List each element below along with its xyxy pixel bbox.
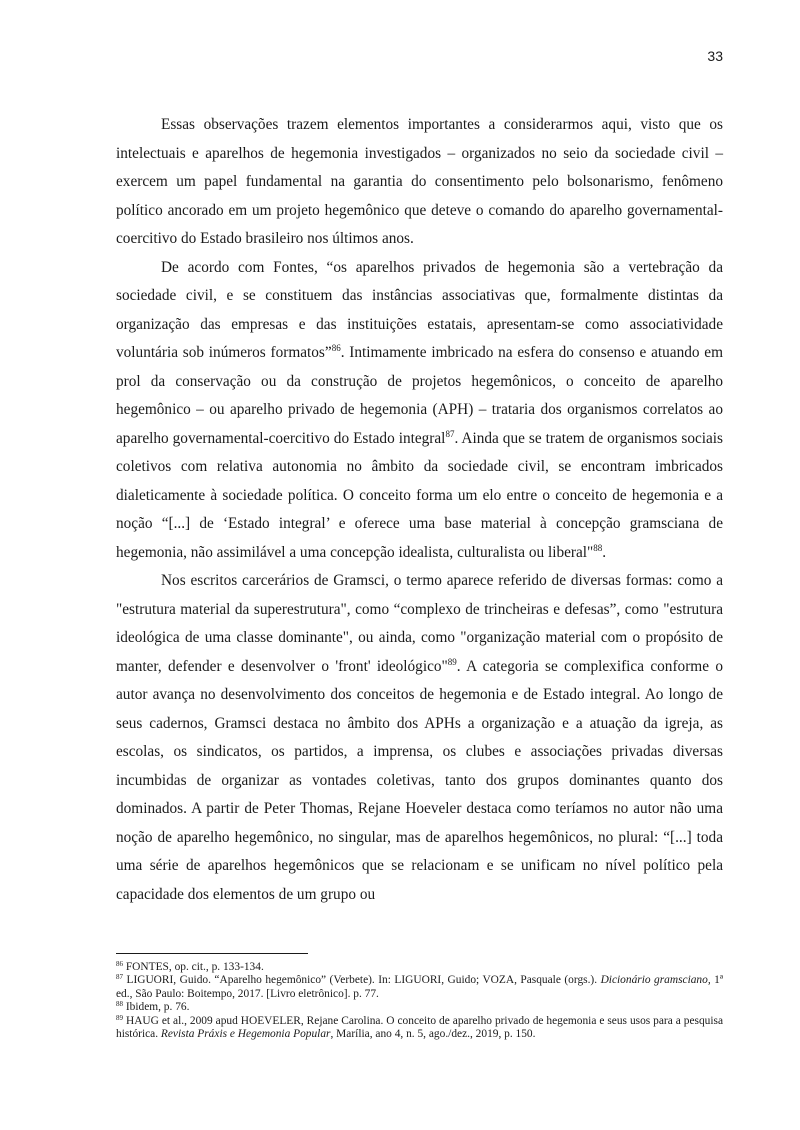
footnote-number: 88 <box>116 1000 123 1009</box>
paragraph-text: . A categoria se complexifica conforme o autor avança no desenvolvimento dos conceitos de hegemonia e de Estado integral. Ao longo de seus cadernos, Gramsci destaca no âmbito dos APHs a organização e a atuação da igreja, as escolas, os sindicatos, os partidos, a imprensa, os clubes e associações privadas diversas incumbidas de organizar as vontades coletivas, tanto dos grupos dominantes quanto dos dominados. A partir de Peter Thomas, Rejane Hoeveler destaca como teríamos no autor não uma noção de aparelho hegemônico, no singular, mas de aparelhos hegemônicos, no plural: “[...] toda uma série de aparelhos hegemônicos que se relacionam e se unificam no nível político pela capacidade dos elementos de um grupo ou <box>116 657 723 903</box>
paragraph <box>116 254 723 568</box>
footnote-text: 1ª ed., São Paulo: Boitempo, 2017. [Livro eletrônico]. p. 77. <box>116 974 723 1000</box>
footnote <box>116 974 723 1001</box>
footnote-reference: 89 <box>447 656 457 667</box>
footnote-number: 89 <box>116 1013 123 1022</box>
page-number: 33 <box>707 48 723 64</box>
body-text <box>116 111 723 909</box>
footnote <box>116 961 723 974</box>
footnote-text: HAUG et al., 2009 apud HOEVELER, Rejane Carolina. O conceito de aparelho privado de hegemonia e seus usos para a pesquisa histórica. <box>116 1014 723 1041</box>
paragraph-text: Nos escritos carcerários de Gramsci, o termo aparece referido de diversas formas: como a "estrutura material da superestrutura", como “complexo de trincheiras e defesas”, como "estrutura ideológica de uma classe dominante", ou ainda, como "organização material com o propósito de manter, defender e desenvolver o 'front' ideológico" <box>116 572 723 675</box>
footnote-text: FONTES, op. cit., p. 133-134. <box>123 961 264 973</box>
footnote-text: LIGUORI, Guido. “Aparelho hegemônico” (Verbete). In: LIGUORI, Guido; VOZA, Pasquale (orgs.). <box>123 974 601 987</box>
paragraph <box>116 111 723 254</box>
footnote-reference: 87 <box>445 428 455 439</box>
footnote-separator <box>116 953 308 954</box>
paragraph-text: . Intimamente imbricado na esfera do consenso e atuando em prol da conservação ou da construção de projetos hegemônicos, o conceito de aparelho hegemônico – ou aparelho privado de hegemonia (APH) – trataria dos organismos correlatos ao aparelho governamental-coercitivo do Estado integral <box>116 344 723 447</box>
paragraph-text: Essas observações trazem elementos importantes a considerarmos aqui, visto que os intelectuais e aparelhos de hegemonia investigados – organizados no seio da sociedade civil – exercem um papel fundamental na garantia do consentimento pelo bolsonarismo, fenômeno político ancorado em um projeto hegemônico que deteve o comando do aparelho governamental-coercitivo do Estado brasileiro nos últimos anos. <box>116 116 723 247</box>
footnotes <box>116 961 723 1041</box>
footnote-reference: 88 <box>593 542 603 553</box>
footnote-text: Dicionário gramsciano, <box>600 974 711 987</box>
footnote-reference: 86 <box>331 342 341 353</box>
paragraph <box>116 567 723 909</box>
paragraph-text: De acordo com Fontes, “os aparelhos privados de hegemonia são a vertebração da sociedade civil, e se constituem das instâncias associativas que, formalmente distintas da organização das empresas e das instituições estatais, apresentam-se como associatividade voluntária sob inúmeros formatos” <box>116 258 723 361</box>
footnote-number: 87 <box>116 973 123 982</box>
footnote <box>116 1001 723 1014</box>
paragraph-text: . <box>602 543 607 561</box>
paragraph-text: . Ainda que se tratem de organismos sociais coletivos com relativa autonomia no âmbito da sociedade civil, se encontram imbricados dialeticamente à sociedade política. O conceito forma um elo entre o conceito de hegemonia e a noção “[...] de ‘Estado integral’ e oferece uma base material à concepção gramsciana de hegemonia, não assimilável a uma concepção idealista, culturalista ou liberal" <box>116 429 723 561</box>
footnote-text: , Marília, ano 4, n. 5, ago./dez., 2019, p. 150. <box>330 1028 536 1041</box>
footnote <box>116 1015 723 1042</box>
footnote-number: 86 <box>116 960 123 968</box>
footnote-text: Revista Práxis e Hegemonia Popular <box>160 1028 331 1041</box>
footnote-text: Ibidem, p. 76. <box>123 1001 190 1014</box>
